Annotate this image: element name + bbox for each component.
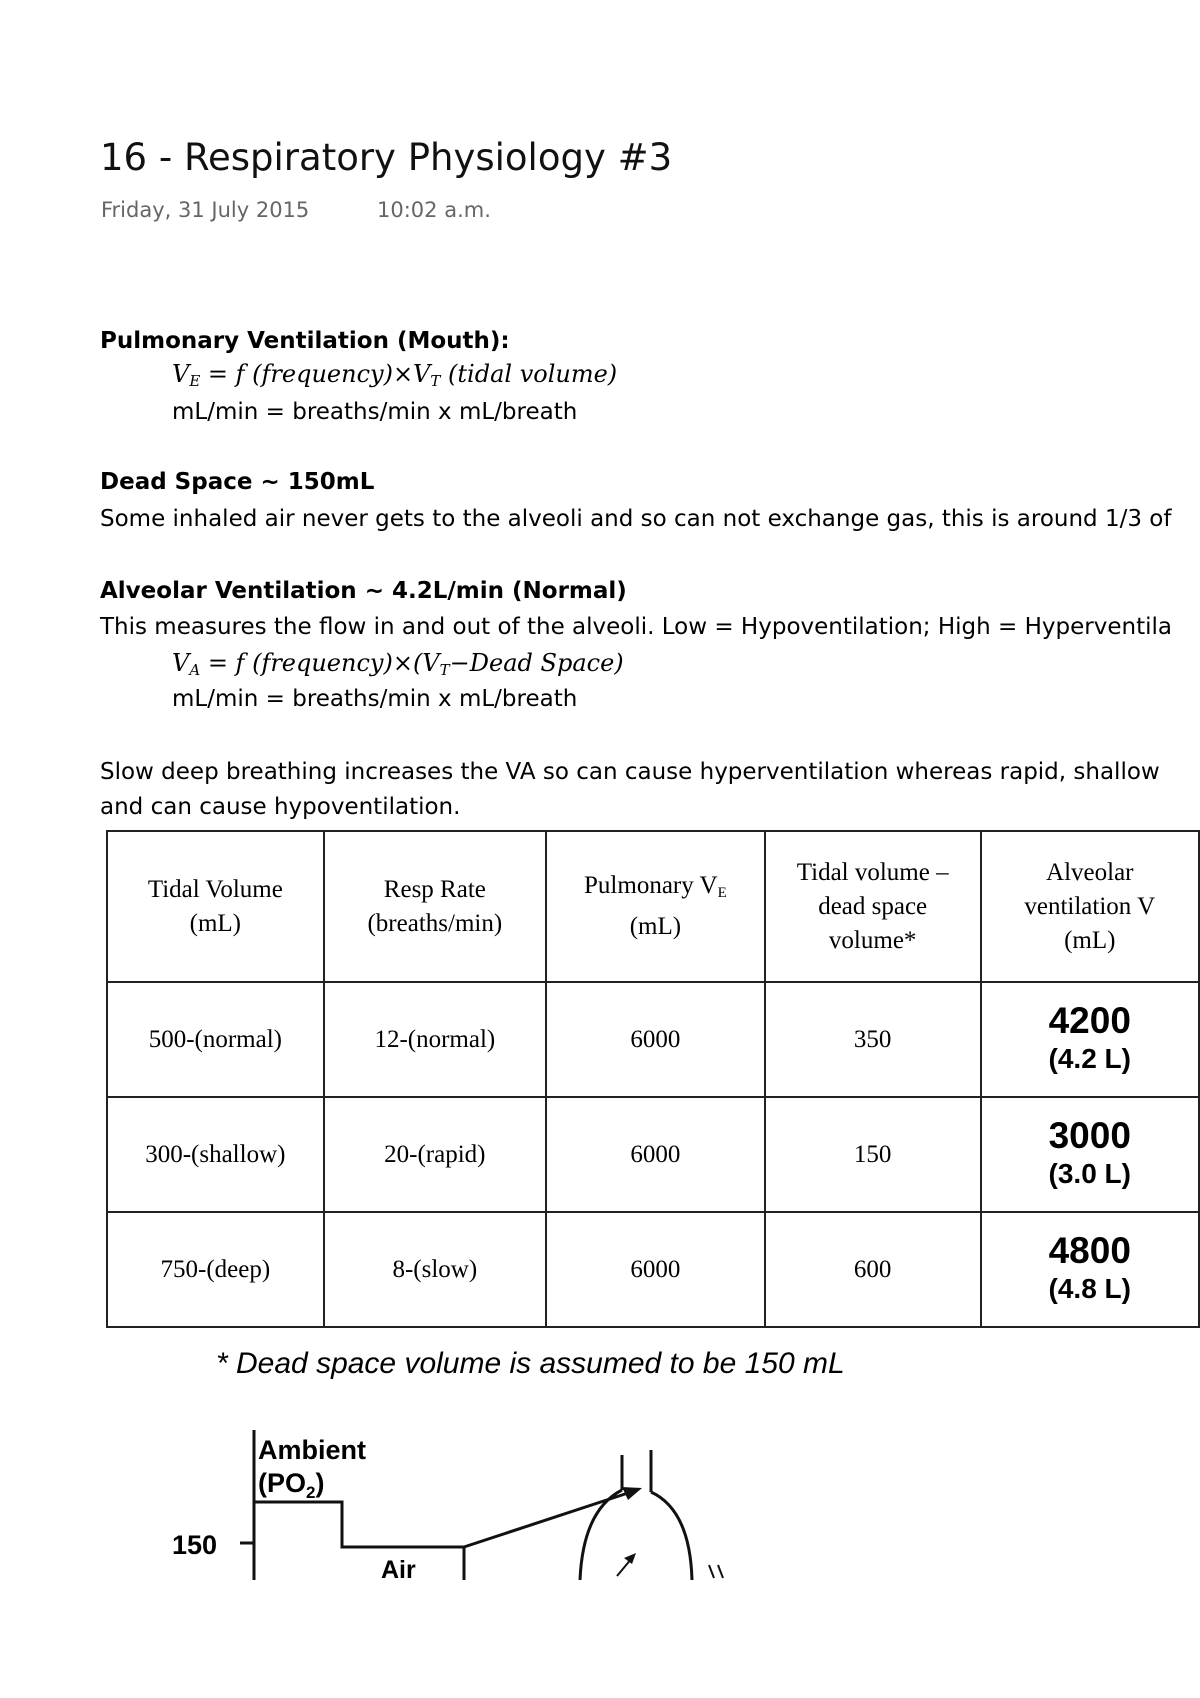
diagram-y-tick-label: 150 <box>172 1530 218 1560</box>
table-footnote: * Dead space volume is assumed to be 150 mL <box>216 1347 845 1380</box>
formula-ve-rhs: = f (frequency)×V <box>200 360 431 388</box>
diagram-po2-step-line <box>254 1502 464 1547</box>
table-row <box>107 982 1199 1097</box>
table-row <box>107 1212 1199 1327</box>
cell-tidal: 500-(normal) <box>107 982 324 1097</box>
header-alveolar-ventilation: Alveolar ventilation V (mL) <box>981 831 1199 982</box>
header-resp-rate: Resp Rate (breaths/min) <box>324 831 546 982</box>
diagram-label-air: Air <box>381 1556 416 1580</box>
page-time: 10:02 a.m. <box>377 198 491 222</box>
cell-pulmonary: 6000 <box>546 1097 765 1212</box>
dead-space-text: Some inhaled air never gets to the alveoli and so can not exchange gas, this is around 1/3 of <box>100 506 1172 532</box>
diagram-label-ambient: Ambient <box>258 1435 366 1465</box>
cell-tidal: 300-(shallow) <box>107 1097 324 1212</box>
cell-rate: 12-(normal) <box>324 982 546 1097</box>
diagram-alveolus-left <box>580 1490 622 1580</box>
formula-ve: V <box>172 360 190 388</box>
cell-alveolar: 4200 (4.2 L) <box>981 982 1199 1097</box>
cell-rate: 20-(rapid) <box>324 1097 546 1212</box>
cell-pulmonary: 6000 <box>546 1212 765 1327</box>
formula-va: V <box>172 649 190 677</box>
cell-diff: 150 <box>765 1097 981 1212</box>
formula-va-vt-sub: T <box>439 661 450 679</box>
po2-diagram <box>0 1430 1200 1580</box>
cell-diff: 350 <box>765 982 981 1097</box>
pulmonary-units: mL/min = breaths/min x mL/breath <box>172 399 578 425</box>
formula-va-rhs: = f (frequency)×(V <box>200 649 440 677</box>
alveolar-text: This measures the flow in and out of the alveoli. Low = Hypoventilation; High = Hyperventila <box>100 614 1172 640</box>
dead-space-heading: Dead Space ~ 150mL <box>100 469 375 495</box>
formula-vt-sub: T <box>430 372 441 390</box>
po2-diagram-svg <box>0 1430 1200 1580</box>
formula-ve-sub: E <box>189 372 201 390</box>
cell-tidal: 750-(deep) <box>107 1212 324 1327</box>
diagram-label-po2: $(PO_2)$ <box>258 1468 325 1502</box>
formula-va-tail: −Dead Space) <box>449 649 624 677</box>
alveolar-units: mL/min = breaths/min x mL/breath <box>172 686 578 712</box>
slow-deep-line1: Slow deep breathing increases the VA so can cause hyperventilation whereas rapid, shallow <box>100 759 1160 785</box>
diagram-hatch-1 <box>709 1565 714 1578</box>
diagram-alveolus-right <box>651 1492 692 1580</box>
alveolar-heading: Alveolar Ventilation ~ 4.2L/min (Normal) <box>100 578 627 604</box>
diagram-hatch-2 <box>718 1565 723 1578</box>
pulmonary-formula <box>172 360 617 390</box>
page-title: 16 - Respiratory Physiology #3 <box>100 136 673 179</box>
diagram-arrow-line <box>464 1493 628 1547</box>
header-tidal-volume: Tidal Volume (mL) <box>107 831 324 982</box>
cell-diff: 600 <box>765 1212 981 1327</box>
cell-alveolar: 3000 (3.0 L) <box>981 1097 1199 1212</box>
formula-ve-tail: (tidal volume) <box>440 360 618 388</box>
cell-pulmonary: 6000 <box>546 982 765 1097</box>
header-pulmonary-ve: Pulmonary $V_E$ (mL) <box>546 831 765 982</box>
cell-rate: 8-(slow) <box>324 1212 546 1327</box>
formula-va-sub: A <box>189 661 201 679</box>
table-header-row <box>107 831 1199 982</box>
slow-deep-line2: and can cause hypoventilation. <box>100 794 461 820</box>
ventilation-table <box>106 830 1200 1328</box>
pulmonary-heading: Pulmonary Ventilation (Mouth): <box>100 328 510 354</box>
header-tidal-minus-dead: Tidal volume – dead space volume* <box>765 831 981 982</box>
table-row <box>107 1097 1199 1212</box>
cell-alveolar: 4800 (4.8 L) <box>981 1212 1199 1327</box>
alveolar-formula <box>172 649 624 679</box>
diagram-arrow-head <box>622 1487 642 1500</box>
page-date: Friday, 31 July 2015 <box>101 198 310 222</box>
